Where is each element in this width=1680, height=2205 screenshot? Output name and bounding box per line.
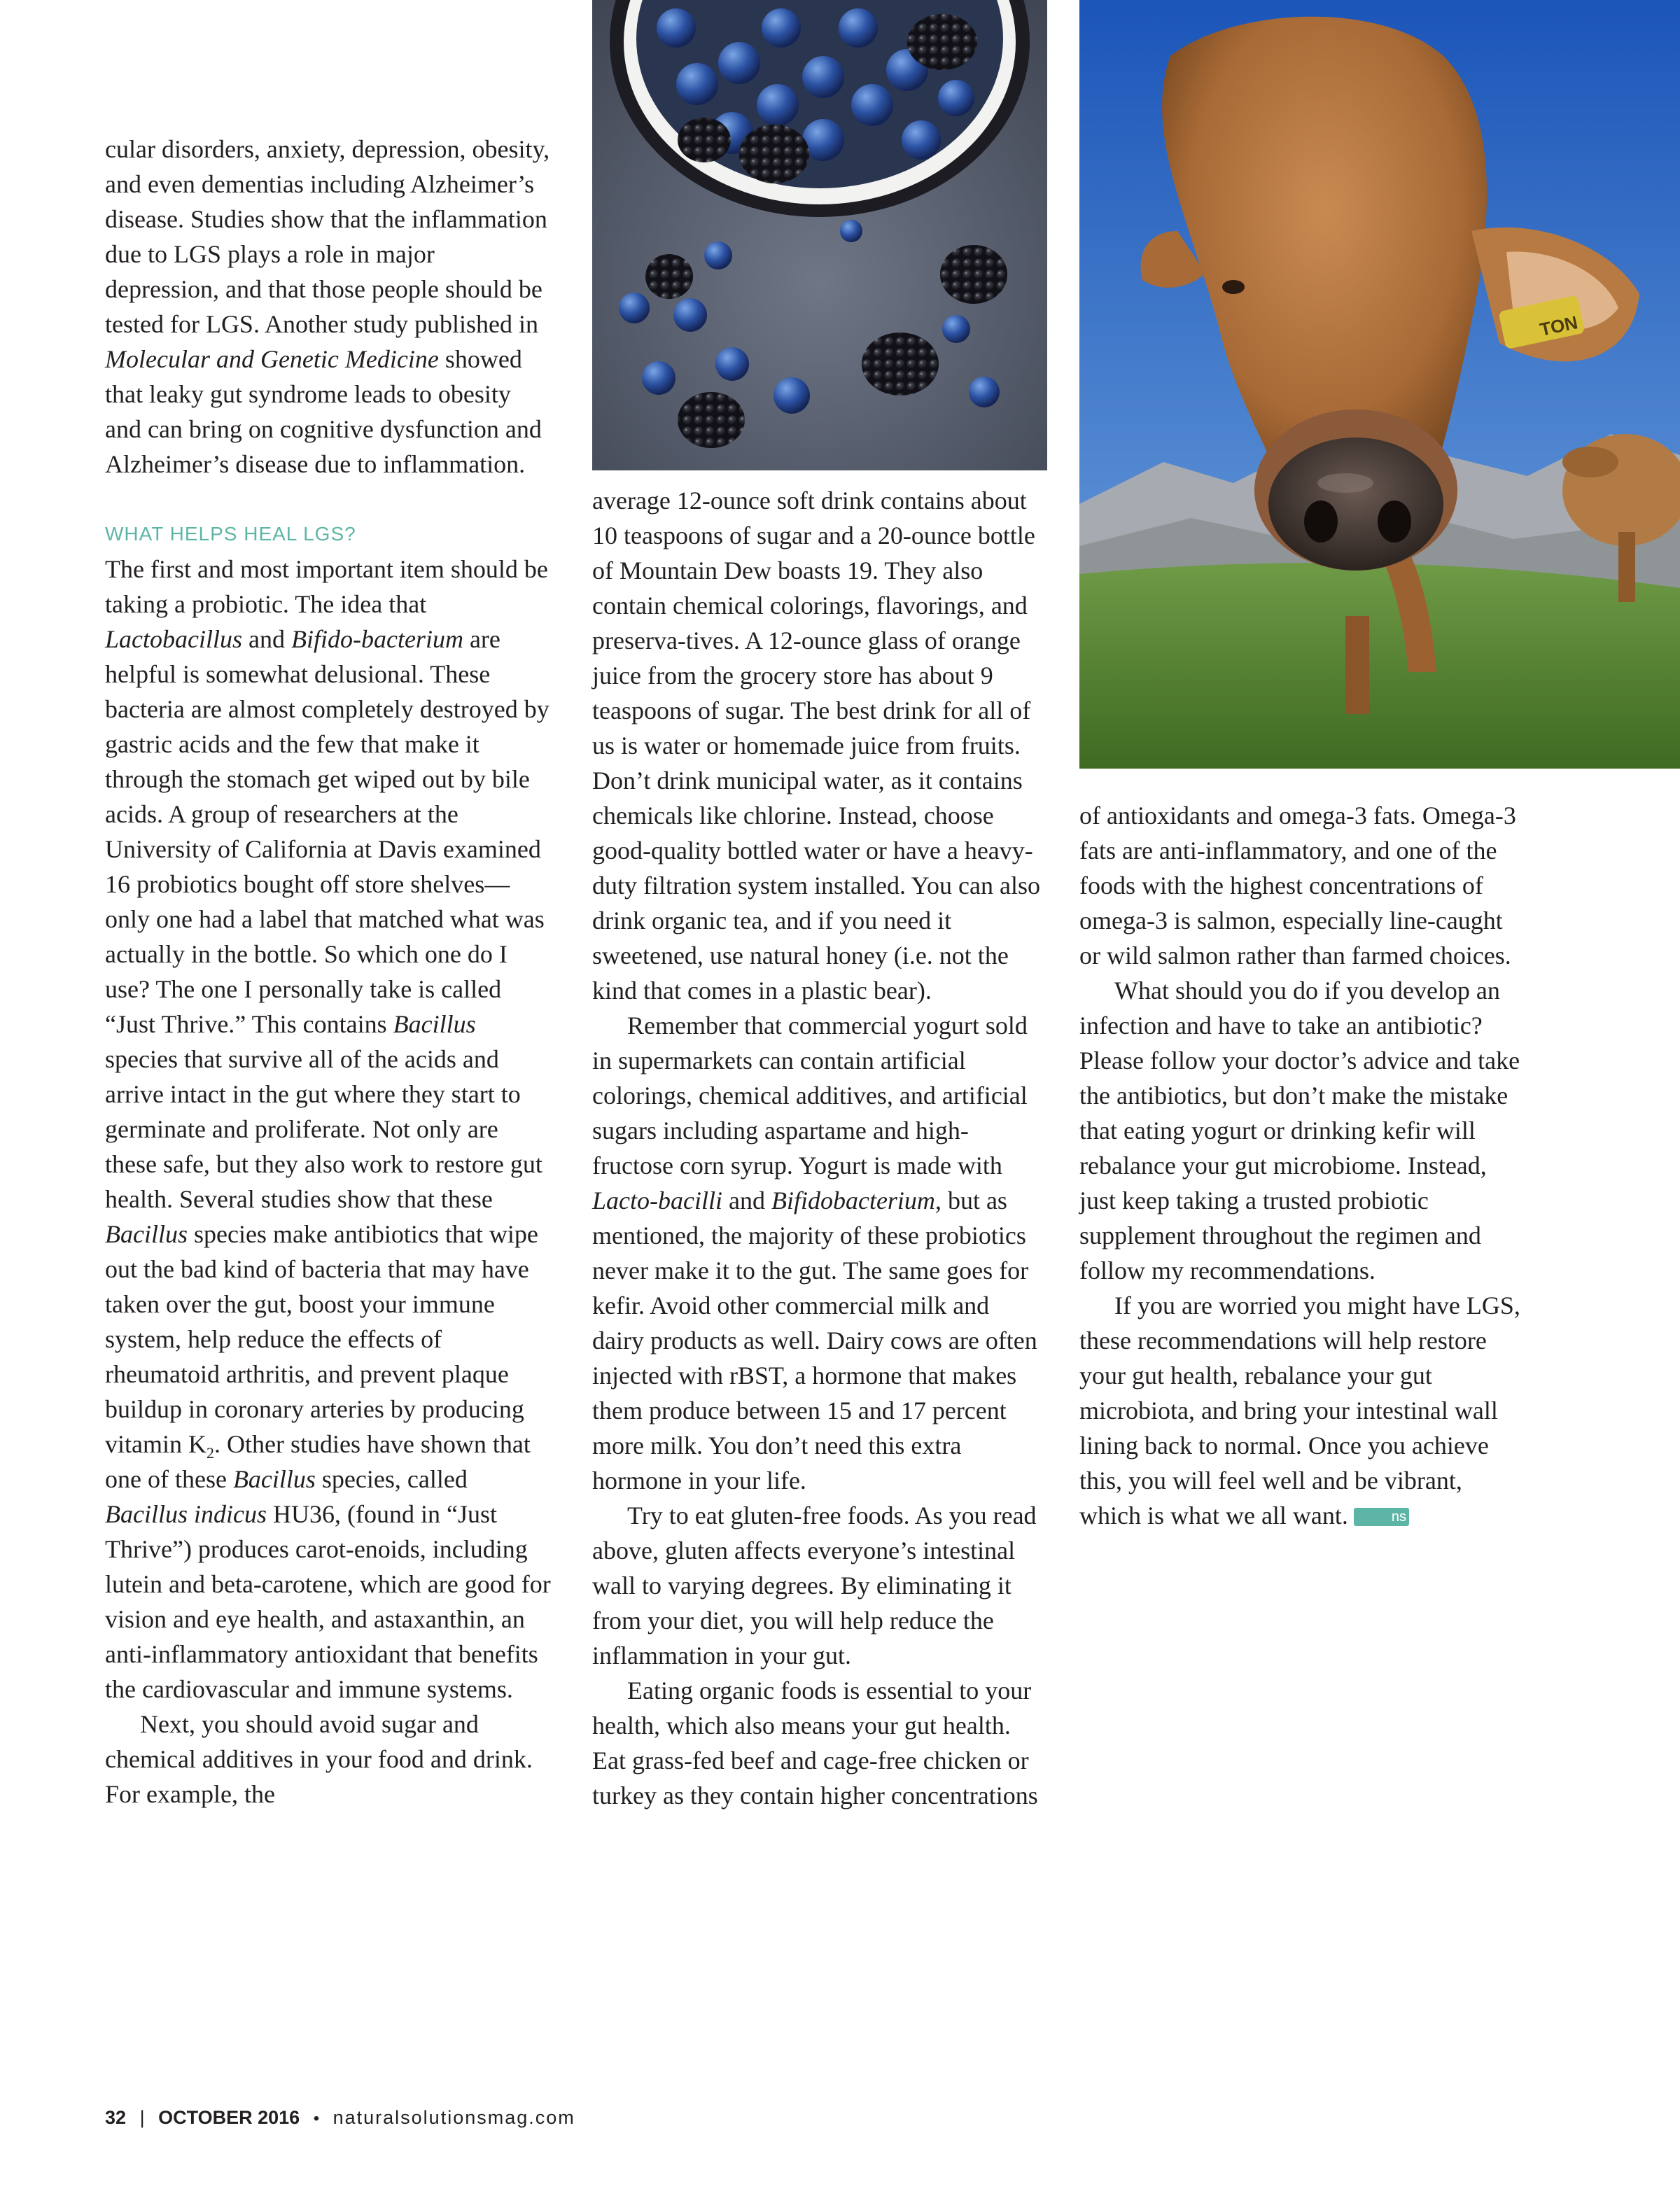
section-heading: WHAT HELPS HEAL LGS? [105,523,356,545]
paragraph: If you are worried you might have LGS, these recommendations will help restore your gut health, rebalance your gut microbiota, and bring your intestinal wall lining back to normal. Once you achieve this, you will feel well and be vibrant, which is what we all want. ns [1079,1292,1520,1530]
paragraph: of antioxidants and omega-3 fats. Omega-3 fats are anti-inflammatory, and one of the foods with the highest concentrations of omega-3 is salmon, especially line-caught or wild salmon rather than farmed choices. [1079,802,1516,969]
paragraph: Next, you should avoid sugar and chemical additives in your food and drink. For example, the [105,1710,533,1808]
article-column-1 [105,132,553,1812]
paragraph: Try to eat gluten-free foods. As you read above, gluten affects everyone’s intestinal wall to varying degrees. By eliminating it from your diet, you will help reduce the inflammation in your gut. [592,1502,1037,1670]
paragraph: The first and most important item should be taking a probiotic. The idea that Lactobacillus and Bifido-bacterium are helpful is somewhat delusional. These bacteria are almost completely destroyed by gastric acids and the few that make it through the stomach get wiped out by bile acids. A group of researchers at the University of California at Davis examined 16 probiotics bought off store shelves—only one had a label that matched what was actually in the bottle. So which one do I use? The one I personally take is called “Just Thrive.” This contains Bacillus species that survive all of the acids and arrive intact in the gut where they start to germinate and proliferate. Not only are these safe, but they also work to restore gut health. Several studies show that these Bacillus species make antibiotics that wipe out the bad kind of bacteria that may have taken over the gut, boost your immune system, help reduce the effects of rheumatoid arthritis, and prevent plaque buildup in coronary arteries by producing vitamin $K_2$. Other studies have shown that one of these Bacillus species, called Bacillus indicus HU36, (found in “Just Thrive”) produces carot-enoids, including lutein and beta-carotene, which are good for vision and eye health, and astaxanthin, an anti-inflammatory antioxidant that benefits the cardiovascular and immune systems. [105,555,551,1703]
calf-photo [1079,0,1680,769]
issue-date: OCTOBER 2016 [158,2107,300,2128]
article-column-2 [592,483,1040,1813]
berries-photo [592,0,1047,470]
end-mark-logo: ns [1354,1508,1409,1526]
footer-separator: | [139,2107,145,2128]
article-column-3 [1079,798,1527,1533]
page-number: 32 [105,2107,127,2128]
bullet-separator: • [313,2109,320,2128]
paragraph: average 12-ounce soft drink contains about 10 teaspoons of sugar and a 20-ounce bottle of Mountain Dew boasts 19. They also contain chemical colorings, flavorings, and preserva-tives. A 12-ounce glass of orange juice from the grocery store has about 9 teaspoons of sugar. The best drink for all of us is water or homemade juice from fruits. Don’t drink municipal water, as it contains chemicals like chlorine. Instead, choose good-quality bottled water or have a heavy-duty filtration system installed. You can also drink organic tea, and if you need it sweetened, use natural honey (i.e. not the kind that comes in a plastic bear). [592,486,1040,1004]
website-link[interactable]: naturalsolutionsmag.com [332,2107,575,2128]
page-footer [105,2107,575,2129]
paragraph: cular disorders, anxiety, depression, obesity, and even dementias including Alzheimer’s disease. Studies show that the inflammation due to LGS plays a role in major depression, and that those people should be tested for LGS. Another study published in Molecular and Genetic Medicine showed that leaky gut syndrome leads to obesity and can bring on cognitive dysfunction and Alzheimer’s disease due to inflammation. [105,135,550,478]
paragraph: Eating organic foods is essential to your health, which also means your gut health. Eat grass-fed beef and cage-free chicken or turkey as they contain higher concentrations [592,1676,1038,1809]
paragraph: Remember that commercial yogurt sold in supermarkets can contain artificial colorings, chemical additives, and artificial sugars including aspartame and high-fructose corn syrup. Yogurt is made with Lacto-bacilli and Bifidobacterium, but as mentioned, the majority of these probiotics never make it to the gut. The same goes for kefir. Avoid other commercial milk and dairy products as well. Dairy cows are often injected with rBST, a hormone that makes them produce between 15 and 17 percent more milk. You don’t need this extra hormone in your life. [592,1011,1037,1494]
paragraph: What should you do if you develop an infection and have to take an antibiotic? Please follow your doctor’s advice and take the antibiotics, but don’t make the mistake that eating yogurt or drinking kefir will rebalance your gut microbiome. Instead, just keep taking a trusted probiotic supplement throughout the regimen and follow my recommendations. [1079,976,1520,1284]
ear-tag-text: TON [1538,312,1580,340]
